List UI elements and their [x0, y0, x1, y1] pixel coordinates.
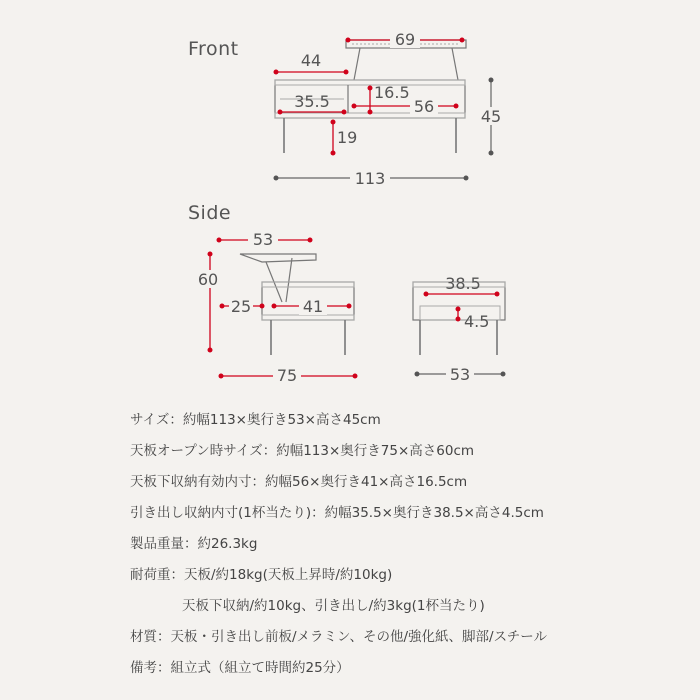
dim-front-height	[480, 78, 504, 156]
svg-text:69: 69	[394, 30, 416, 49]
dim-side-storage-depth	[272, 297, 352, 316]
dim-front-leg-height	[331, 120, 358, 156]
spec-weight: 製品重量：約26.3kg	[130, 536, 258, 552]
svg-text:44: 44	[300, 51, 322, 70]
dim-front-top-width	[346, 30, 465, 49]
svg-text:25: 25	[230, 297, 252, 316]
dim-drawer-height	[456, 307, 490, 332]
svg-text:53: 53	[449, 365, 471, 384]
svg-text:45: 45	[480, 107, 502, 126]
svg-text:113: 113	[354, 169, 386, 188]
dim-side-top-open	[217, 230, 313, 249]
dim-side-drawer-offset	[220, 297, 265, 316]
front-view-title: Front	[188, 38, 239, 60]
svg-text:41: 41	[302, 297, 324, 316]
spec-material: 材質：天板・引き出し前板/メラミン、その他/強化紙、脚部/スチール	[130, 629, 548, 645]
spec-load-capacity: 耐荷重：天板/約18kg(天板上昇時/約10kg)	[130, 567, 393, 583]
svg-text:38.5: 38.5	[445, 274, 481, 293]
side-view-title: Side	[188, 202, 232, 224]
spec-load-capacity-detail: 天板下収納/約10kg、引き出し/約3kg(1杯当たり)	[182, 598, 485, 614]
side-table-drawing	[240, 254, 354, 355]
dim-drawer-depth	[424, 274, 500, 297]
svg-text:53: 53	[252, 230, 274, 249]
spec-size: サイズ：約幅113×奥行き53×高さ45cm	[130, 412, 381, 428]
svg-text:19: 19	[337, 128, 358, 147]
spec-storage-inner: 天板下収納有効内寸：約幅56×奥行き41×高さ16.5cm	[130, 474, 468, 490]
spec-open-size: 天板オープン時サイズ：約幅113×奥行き75×高さ60cm	[130, 443, 475, 459]
dim-front-left-section	[274, 51, 349, 75]
dim-side-depth	[415, 364, 506, 384]
svg-text:75: 75	[276, 366, 298, 385]
dim-front-width	[274, 168, 469, 188]
svg-text:56: 56	[413, 97, 435, 116]
dim-side-depth-open	[219, 366, 358, 385]
svg-text:4.5: 4.5	[464, 312, 490, 331]
spec-notes: 備考：組立式（組立て時間約25分）	[130, 660, 350, 676]
svg-text:60: 60	[197, 270, 219, 289]
spec-drawer-inner: 引き出し収納内寸(1杯当たり)：約幅35.5×奥行き38.5×高さ4.5cm	[130, 505, 544, 521]
svg-text:35.5: 35.5	[294, 92, 330, 111]
dim-side-open-height	[196, 252, 222, 353]
svg-text:16.5: 16.5	[374, 83, 410, 102]
dim-front-storage-height	[368, 83, 410, 115]
dim-front-drawer-width	[278, 92, 347, 115]
